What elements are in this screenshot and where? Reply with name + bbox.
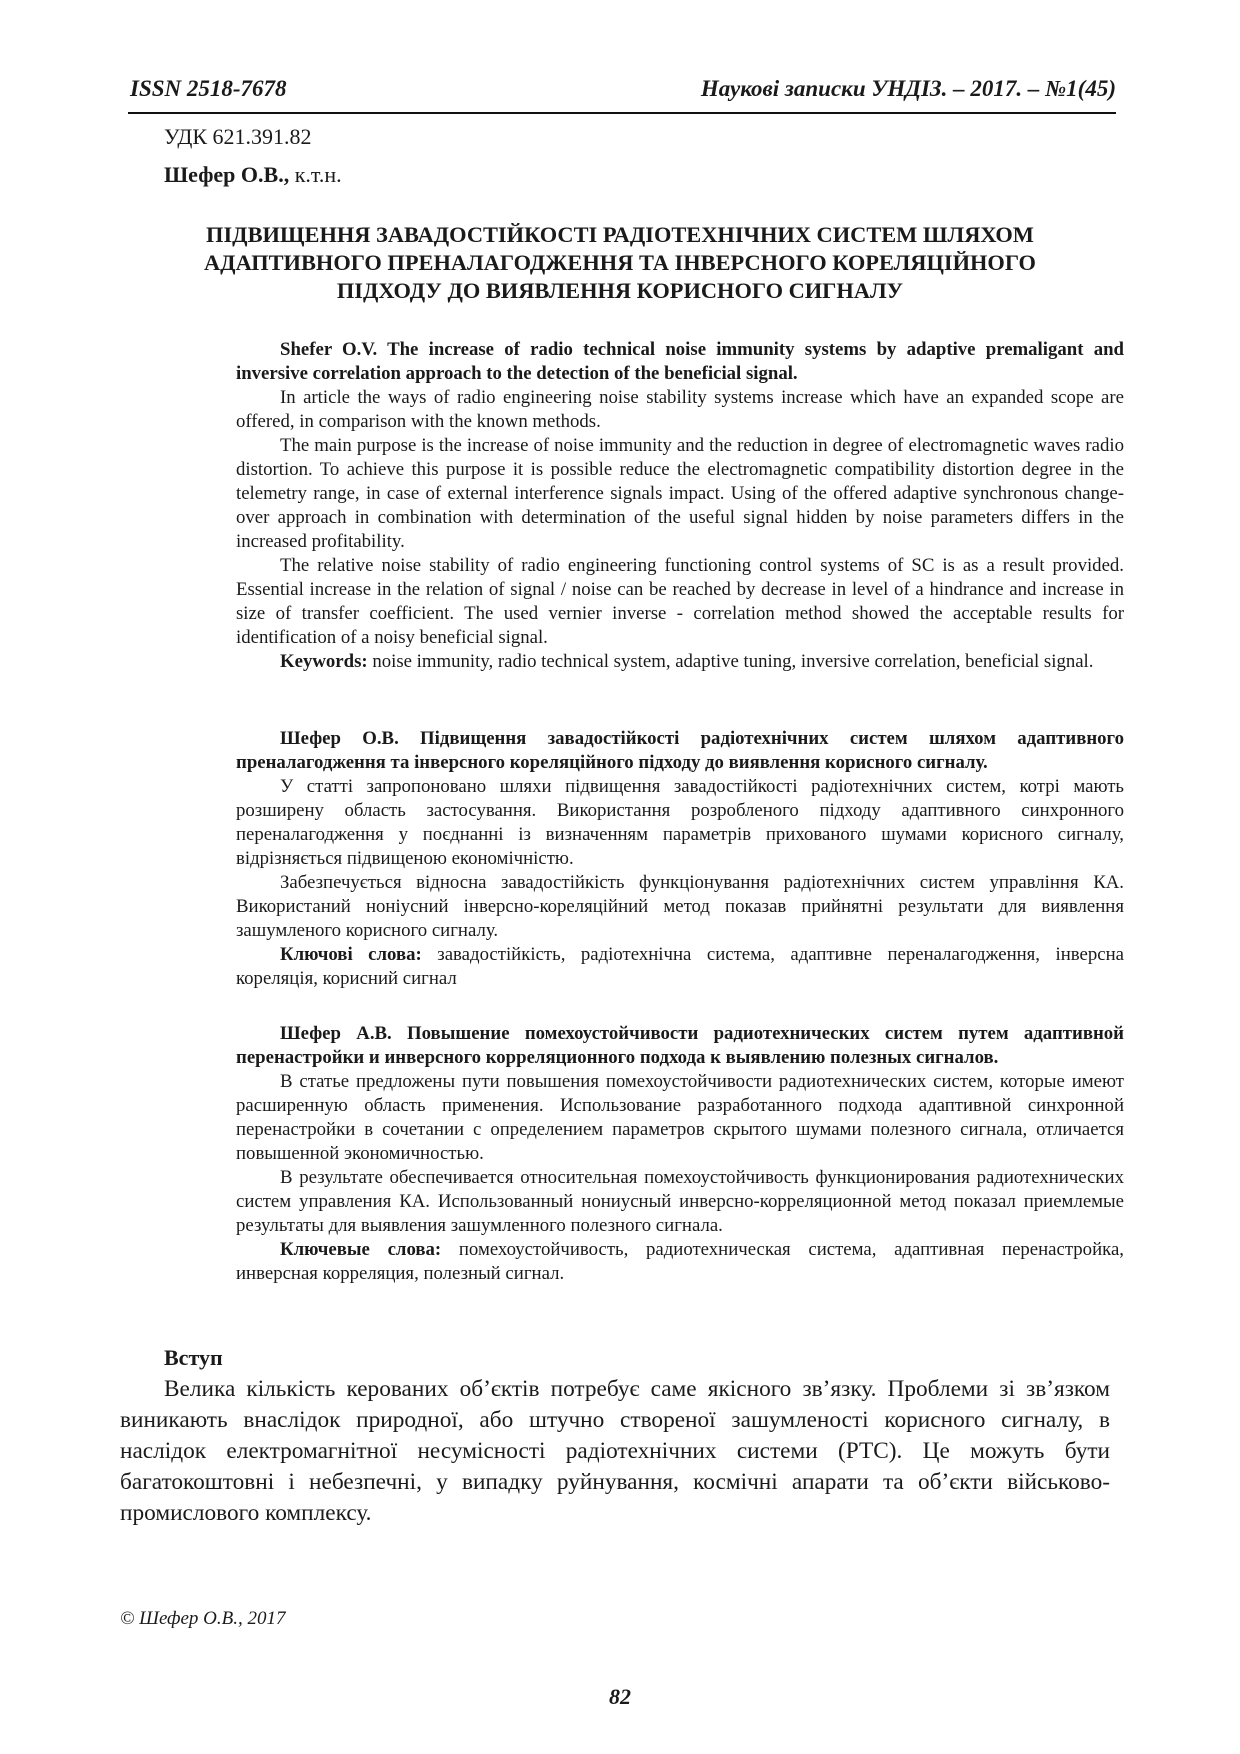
- keywords-text: завадостійкість, радіотехнічна система, адаптивне переналагодження, інверсна кореляція, корисний сигнал: [236, 944, 1125, 989]
- author-name: Шефер О.В.,: [164, 162, 290, 187]
- copyright-note: © Шефер О.В., 2017: [120, 1608, 286, 1629]
- abstract-heading: Шефер А.В. Повышение помехоустойчивости радиотехнических систем путем адаптивной перенастройки и инверсного корреляционного подхода к выявлению полезных сигналов.: [236, 1023, 1124, 1068]
- abstract-heading: Shefer O.V. The increase of radio technical noise immunity systems by adaptive premaligant and inversive correlation approach to the detection of the beneficial signal.: [236, 339, 1124, 384]
- section-heading-intro: Вступ: [164, 1345, 223, 1370]
- header-rule: [128, 112, 1116, 114]
- author-degree: к.т.н.: [289, 162, 342, 187]
- title-line: ПІДВИЩЕННЯ ЗАВАДОСТІЙКОСТІ РАДІОТЕХНІЧНИХ СИСТЕМ ШЛЯХОМ: [206, 222, 1034, 247]
- author-line: [164, 162, 342, 188]
- intro-section: [120, 1374, 1110, 1529]
- keywords-line: [236, 1238, 1124, 1286]
- abstract-paragraph: The relative noise stability of radio engineering functioning control systems of SC is as a result provided. Essential increase in the relation of signal / noise can be reached by decrease in level of a hindrance and increase in size of transfer coefficient. The used vernier inverse - correlation method showed the acceptable results for identification of a noisy beneficial signal.: [236, 555, 1124, 648]
- abstract-paragraph: Забезпечується відносна завадостійкість функціонування радіотехнічних систем управління КА. Використаний ноніусний інверсно-кореляційний метод показав прийнятні результати для виявлення зашумленого корисного сигналу.: [236, 872, 1124, 941]
- issn-label: ISSN 2518-7678: [130, 76, 287, 101]
- keywords-label: Keywords:: [280, 651, 368, 672]
- keywords-text: помехоустойчивость, радиотехническая система, адаптивная перенастройка, инверсная корреляция, полезный сигнал.: [236, 1239, 1124, 1284]
- page-number: 82: [609, 1684, 631, 1709]
- abstract-ukrainian: [236, 727, 1124, 991]
- keywords-text: noise immunity, radio technical system, adaptive tuning, inversive correlation, beneficial signal.: [367, 651, 1094, 672]
- title-line: АДАПТИВНОГО ПРЕНАЛАГОДЖЕННЯ ТА ІНВЕРСНОГО КОРЕЛЯЦІЙНОГО: [204, 250, 1036, 275]
- keywords-line: [236, 650, 1124, 674]
- abstract-paragraph: В результате обеспечивается относительная помехоустойчивость функционирования радиотехнических систем управления КА. Использованный нониусный инверсно-корреляционной метод показал приемлемые результаты для выявления зашумленного полезного сигнала.: [236, 1167, 1124, 1236]
- keywords-label: Ключевые слова:: [280, 1239, 442, 1260]
- keywords-label: Ключові слова:: [280, 944, 422, 965]
- abstract-paragraph: The main purpose is the increase of noise immunity and the reduction in degree of electromagnetic waves radio distortion. To achieve this purpose it is possible reduce the electromagnetic compatibility distortion degree in the telemetry range, in case of external interference signals impact. Using of the offered adaptive synchronous change-over approach in combination with determination of the useful signal hidden by noise parameters differs in the increased profitability.: [236, 435, 1124, 552]
- title-line: ПІДХОДУ ДО ВИЯВЛЕННЯ КОРИСНОГО СИГНАЛУ: [336, 278, 904, 303]
- article-title: [130, 221, 1110, 305]
- intro-paragraph: Велика кількість керованих об’єктів потребує саме якісного зв’язку. Проблеми зі зв’язком виникають внаслідок природної, або штучно створеної зашумленості корисного сигналу, в наслідок електромагнітної несумісності радіотехнічних системи (РТС). Це можуть бути багатокоштовні і небезпечні, у випадку руйнування, космічні апарати та об’єкти військово-промислового комплексу.: [120, 1376, 1110, 1526]
- udk-code: УДК 621.391.82: [164, 124, 312, 149]
- abstract-english: [236, 338, 1124, 674]
- abstract-heading: Шефер О.В. Підвищення завадостійкості радіотехнічних систем шляхом адаптивного преналагодження та інверсного кореляційного підходу до виявлення корисного сигналу.: [236, 728, 1124, 773]
- abstract-paragraph: In article the ways of radio engineering noise stability systems increase which have an expanded scope are offered, in comparison with the known methods.: [236, 387, 1124, 432]
- running-header: [128, 76, 1116, 110]
- abstract-paragraph: У статті запропоновано шляхи підвищення завадостійкості радіотехнічних систем, котрі мають розширену область застосування. Використання розробленого підходу адаптивного синхронного переналагодження у поєднанні із визначенням параметрів прихованого шумами корисного сигналу, відрізняється підвищеною економічністю.: [236, 776, 1124, 869]
- abstract-russian: [236, 1022, 1124, 1286]
- abstract-paragraph: В статье предложены пути повышения помехоустойчивости радиотехнических систем, которые имеют расширенную область применения. Использование разработанного подхода адаптивной синхронной перенастройки в сочетании с определением параметров скрытого шумами полезного сигнала, отличается повышенной экономичностью.: [236, 1071, 1124, 1164]
- keywords-line: [236, 943, 1124, 991]
- journal-citation: Наукові записки УНДІЗ. – 2017. – №1(45): [700, 76, 1116, 101]
